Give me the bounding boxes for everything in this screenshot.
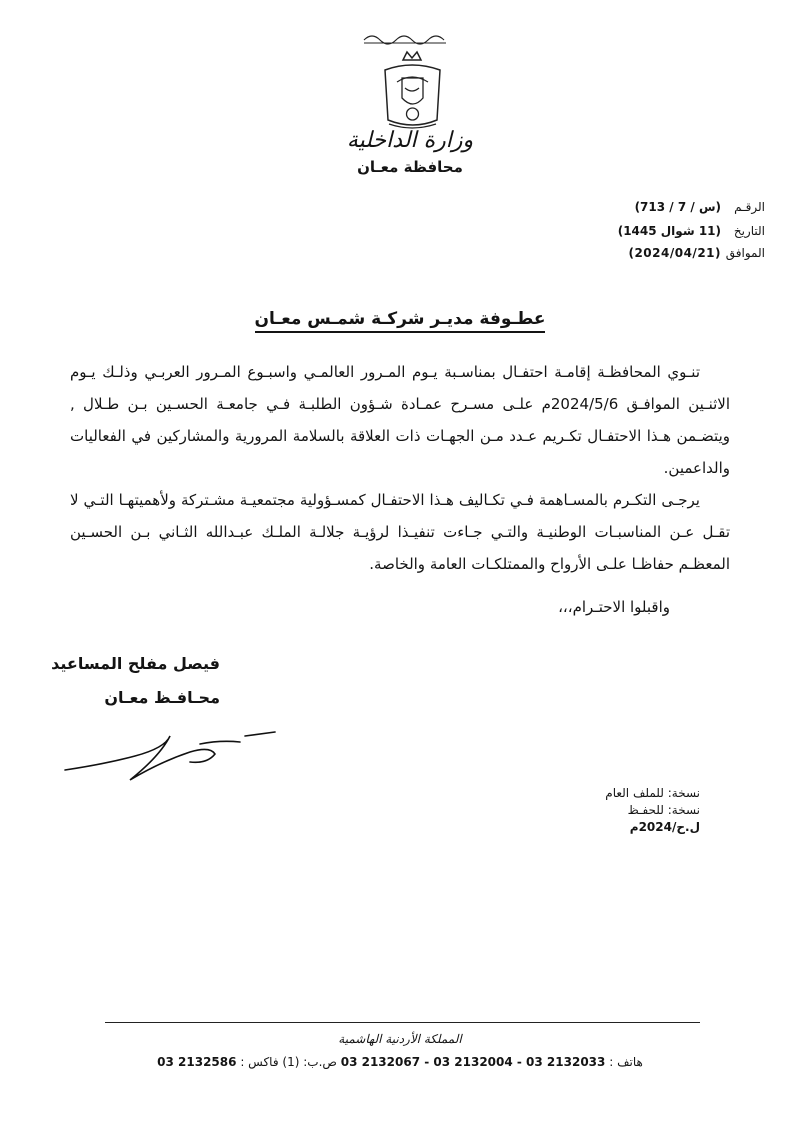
body-paragraph-2: يرجـى التكـرم بالمسـاهمة فـي تكـاليف هـذا الاحتفـال كمسـؤولية مجتمعيـة مشـتركة ولأهميتهـا التـي لا تقـل عـن المناسبـات الوطنيـة والتـي جـاءت تنفيـذا لرؤيـة جلالـة الملـك عبـدالله الثـاني بـن الحسـين المعظـم حفاظـا علـى الأرواح والممتلكـات العامة والخاصة. [70,491,730,573]
hijri-date-value: (11 شوال 1445) [617,224,721,238]
footer-kingdom-name: المملكة الأردنية الهاشمية [338,1032,462,1046]
footer-divider [105,1022,700,1023]
footer-phone-numbers: 03 2132067 - 03 2132004 - 03 2132033 [340,1055,606,1069]
copy-line-3: ل.ح/2024م [629,820,700,834]
coat-of-arms-icon [375,48,450,133]
reference-number-row [565,200,765,214]
copy-line-2: نسخة: للحفـظ [627,803,700,817]
footer-phone-label: هاتف : [609,1055,643,1069]
copy-line-1: نسخة: للملف العام [605,786,700,800]
ministry-name: وزارة الداخلية [346,128,474,153]
governorate-name: محافظة معـان [357,158,463,176]
hijri-date-label: التاريخ [733,224,765,238]
handwritten-signature [60,722,280,792]
signatory-title: محـافـظ معـان [104,688,220,707]
gregorian-date-label: الموافق [725,246,765,260]
footer-contacts [0,1055,800,1069]
gregorian-date-value: (2024/04/21) [628,246,721,260]
addressee-text: عطـوفة مديـر شركـة شمـس معـان [255,309,546,333]
footer-pobox: ص.ب: (1) [282,1055,337,1069]
signatory-name: فيصل مفلح المساعيد [51,654,220,673]
reference-number-value: (س / 7 / 713) [634,200,721,214]
hijri-date-row [565,224,765,238]
reference-number-label: الرقـم [734,200,765,214]
footer-fax-label: فاكس : [240,1055,279,1069]
closing-salutation: واقبلوا الاحتـرام،،، [558,598,670,616]
footer-fax-number: 03 2132586 [157,1055,237,1069]
ministry-top-script-mark [360,28,450,46]
body-paragraph-1: تنـوي المحافظـة إقامـة احتفـال بمناسـبة يـوم المـرور العالمـي واسبـوع المـرور العربـي وذلـك يـوم الاثنـين الموافـق 2024/5/6م علـى مسـرح عمـادة شـؤون الطلبـة فـي جامعـة الحسـين بـن طـلال , ويتضـمن هـذا الاحتفـال تكـريم عـدد مـن الجهـات ذات العلاقة بالسلامة المرورية والمشاركين في الفعاليات والداعمين. [70,363,731,477]
addressee [0,309,800,329]
gregorian-date-row [565,246,765,260]
